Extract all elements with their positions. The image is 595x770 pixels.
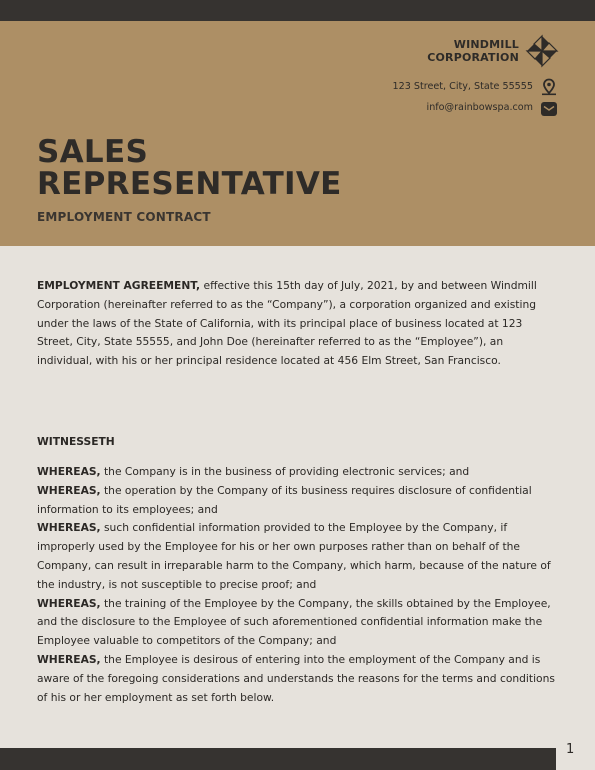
clause-text: such confidential information provided to the Employee by the Company, if improperly used by the Employee for his or her own purposes rather than on behalf of the Company, can result in irreparable harm to the Company, which harm, because of the nature of the industry, is not susceptible to precise proof; and [37, 521, 551, 591]
page-number: 1 [566, 742, 575, 757]
clause-text: the training of the Employee by the Company, the skills obtained by the Employee, and the disclosure to the Employee of such aforementioned confidential information make the Employee valuable to competitors of the Company; and [37, 596, 551, 648]
company-name-line1: WINDMILL [453, 38, 519, 51]
company-address: 123 Street, City, State 55555 [392, 81, 533, 92]
clause-lead: WHEREAS, [37, 596, 101, 610]
document-title [37, 136, 342, 200]
whereas-clauses [37, 463, 557, 707]
clause-lead: WHEREAS, [37, 465, 101, 478]
envelope-icon [540, 100, 558, 118]
clause-text: the Company is in the business of providing electronic services; and [100, 465, 470, 478]
intro-lead: EMPLOYMENT AGREEMENT, [37, 279, 201, 292]
witnesseth-heading: WITNESSETH [37, 435, 115, 448]
whereas-clause [37, 519, 557, 594]
clause-text: the operation by the Company of its business requires disclosure of confidential information to its employees; and [37, 483, 532, 516]
clause-lead: WHEREAS, [37, 483, 101, 497]
document-subtitle: EMPLOYMENT CONTRACT [37, 210, 211, 224]
clause-lead: WHEREAS, [37, 652, 101, 666]
whereas-clause [37, 651, 557, 707]
whereas-clause [37, 482, 557, 520]
bottom-bar [0, 748, 556, 770]
intro-paragraph [37, 277, 557, 371]
whereas-clause [37, 595, 557, 651]
header-band [0, 21, 595, 246]
whereas-clause [37, 463, 557, 482]
location-pin-icon [540, 78, 558, 96]
title-line2: REPRESENTATIVE [37, 166, 342, 202]
windmill-logo-icon [525, 34, 559, 68]
top-bar [0, 0, 595, 21]
clause-text: the Employee is desirous of entering into the employment of the Company and is aware of the foregoing considerations and understands the reasons for the terms and conditions of his or her employment as set forth below. [37, 652, 555, 704]
company-email[interactable]: info@rainbowspa.com [426, 102, 533, 113]
intro-text: effective this 15th day of July, 2021, by and between Windmill Corporation (hereinafter referred to as the “Company”), a corporation organized and existing under the laws of the State of California, with its principal place of business located at 123 Street, City, State 55555, and John Doe (hereinafter referred to as the “Employee”), an individual, with his or her principal residence located at 456 Elm Street, San Francisco. [37, 279, 537, 368]
title-line1: SALES [37, 134, 149, 170]
clause-lead: WHEREAS, [37, 521, 101, 535]
company-name-line2: CORPORATION [427, 50, 519, 64]
company-name [427, 39, 519, 64]
